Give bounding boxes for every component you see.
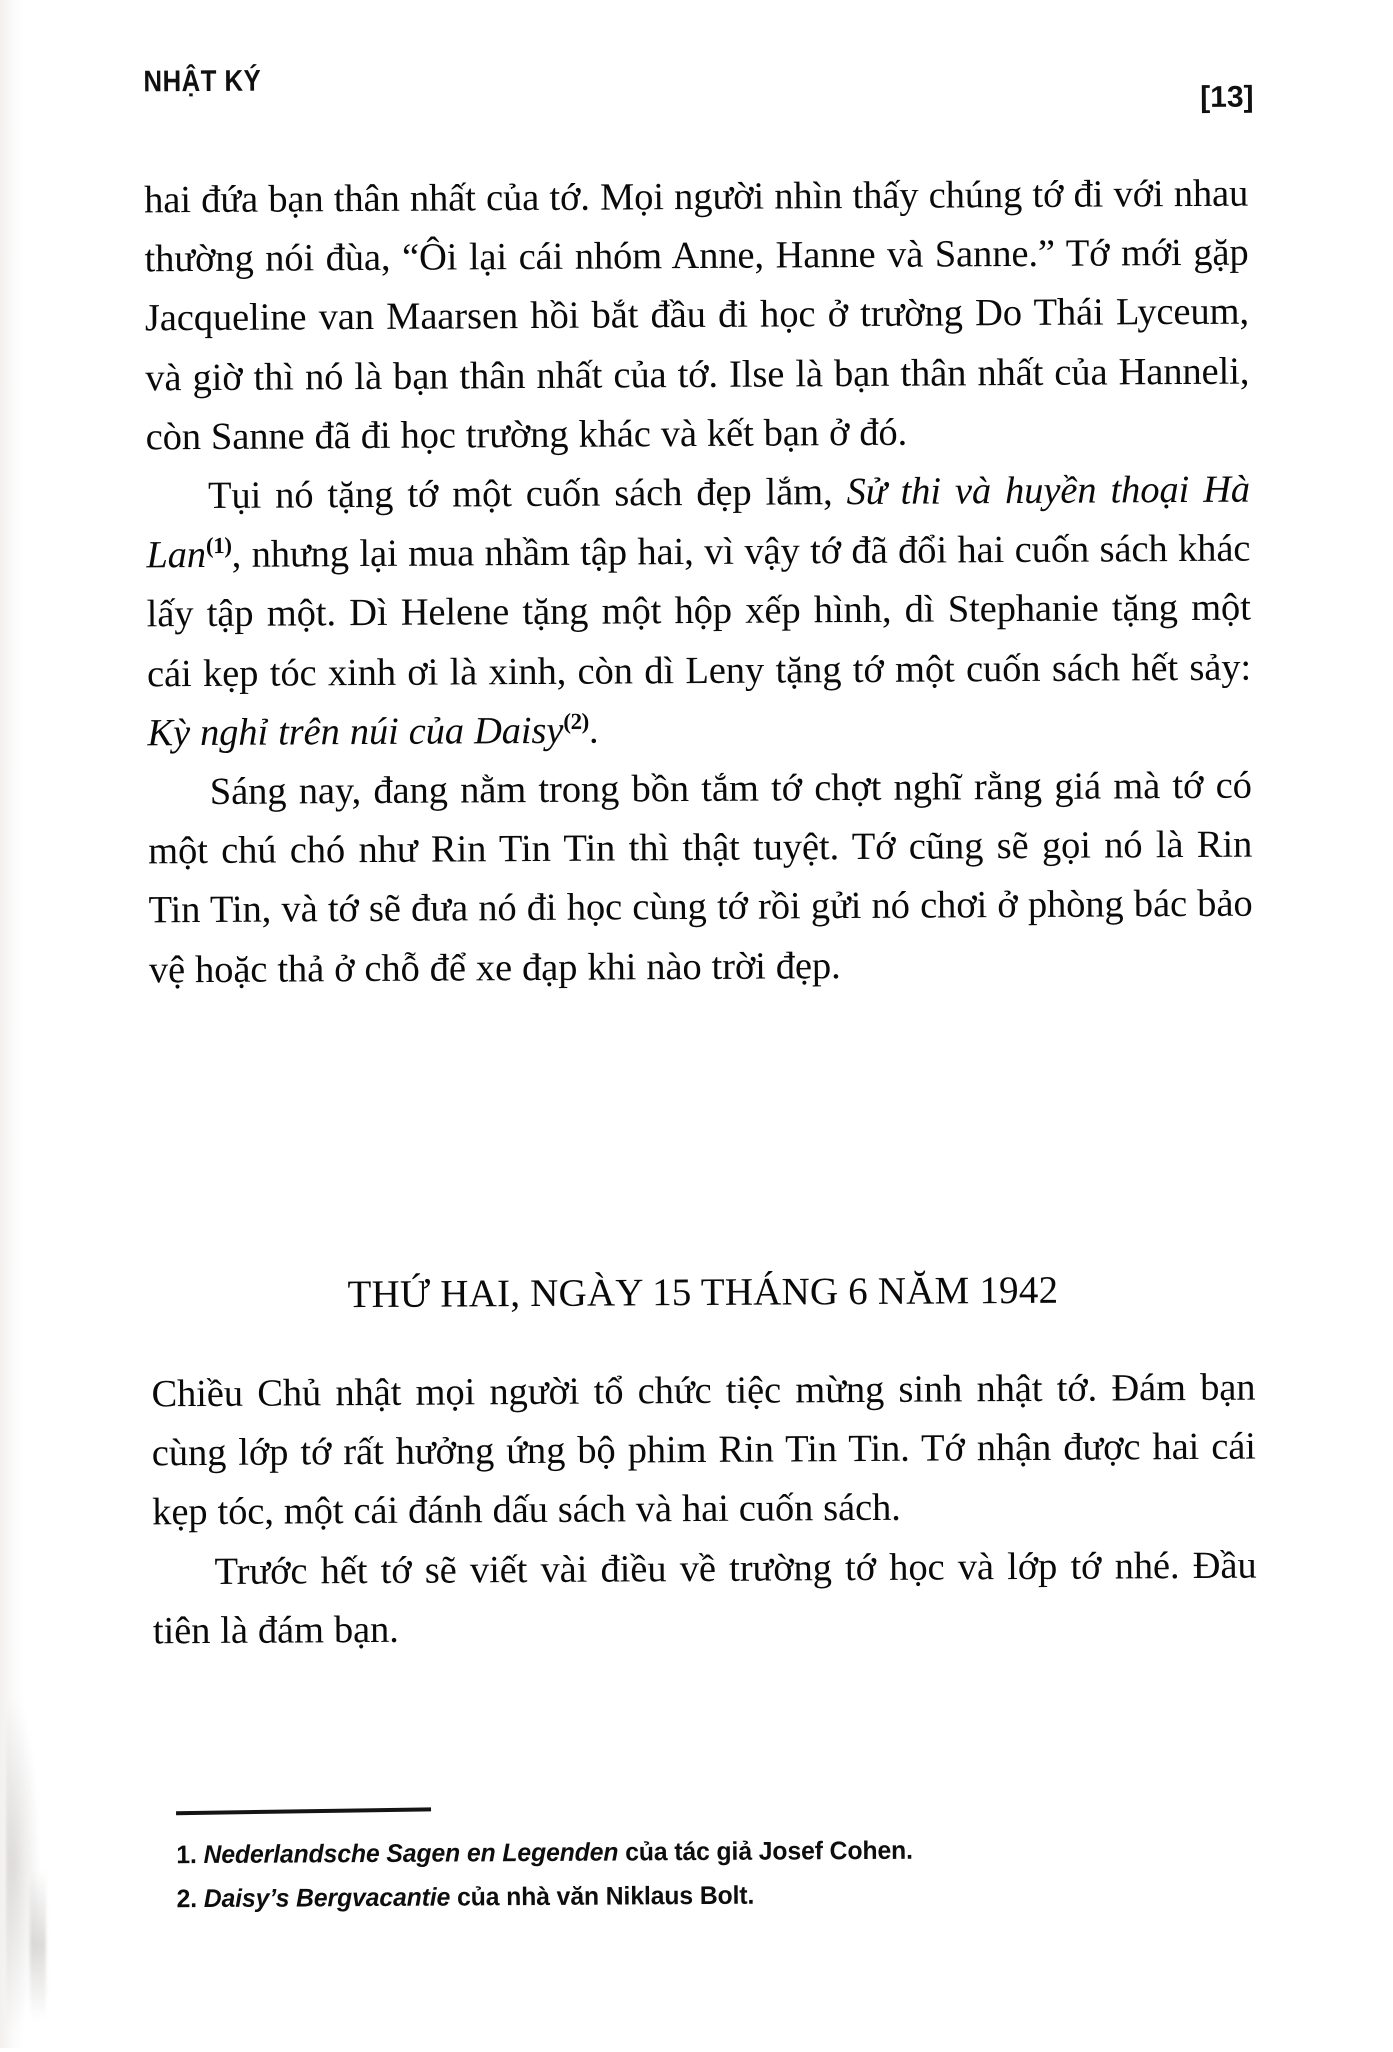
text-run: Tụi nó tặng tớ một cuốn sách đẹp lắm, <box>207 471 847 517</box>
text-run: hai đứa bạn thân nhất của tớ. Mọi người nhìn thấy chúng tớ đi với nhau thường nói đùa, “Ôi lại cái nhóm Anne, Hanne và Sanne.” Tớ mới gặp Jacqueline van Maarsen hồi bắt đầu đi học ở trường Do Thái Lyceum, và giờ thì nó là bạn thân nhất của tớ. Ilse là bạn thân nhất của Hanneli, còn Sanne đã đi học trường khác và kết bạn ở đó. <box>144 172 1250 459</box>
running-head-title: NHẬT KÝ <box>143 64 262 99</box>
footnote-reference: (2) <box>563 708 589 734</box>
footnote-number: 2. <box>176 1885 204 1914</box>
paragraph <box>144 165 1250 468</box>
text-run: Sáng nay, đang nằm trong bồn tắm tớ chợt nghĩ rằng giá mà tớ có một chú chó như Rin Tin Tin thì thật tuyệt. Tớ cũng sẽ gọi nó là Rin Tin Tin, và tớ sẽ đưa nó đi học cùng tớ rồi gửi nó chơi ở phòng bác bảo vệ hoặc thả ở chỗ để xe đạp khi nào trời đẹp. <box>148 764 1253 991</box>
paragraph <box>148 757 1253 1001</box>
entry-text-block <box>151 1359 1257 1662</box>
footnote-section <box>176 1804 1277 1921</box>
footnote-title: Nederlandsche Sagen en Legenden <box>203 1838 619 1870</box>
page-number: [13] <box>1200 80 1254 114</box>
footnote-reference: (1) <box>205 533 232 559</box>
paragraph <box>146 461 1252 764</box>
text-run: , nhưng lại mua nhầm tập hai, vì vậy tớ đã đổi hai cuốn sách khác lấy tập một. Dì Helene tặng một hộp xếp hình, dì Stephanie tặng một cái kẹp tóc xinh ơi là xinh, còn dì Leny tặng tớ một cuốn sách hết sảy: <box>146 527 1252 695</box>
italic-title: Sử thi và huyền thoại Hà Lan <box>146 468 1251 577</box>
footnote-title: Daisy’s Bergvacantie <box>203 1883 451 1914</box>
paragraph <box>151 1359 1256 1543</box>
text-run: Trước hết tớ sẽ viết vài điều về trường tớ học và lớp tớ nhé. Đầu tiên là đám bạn. <box>152 1544 1257 1653</box>
body-text-block <box>144 165 1253 1001</box>
entry-date-heading: THỨ HAI, NGÀY 15 THÁNG 6 NĂM 1942 <box>347 1268 1059 1317</box>
footnote-number: 1. <box>176 1841 204 1870</box>
paragraph <box>152 1536 1257 1661</box>
footnote-separator-rule <box>176 1807 431 1815</box>
footnote-item <box>176 1871 1243 1922</box>
running-head <box>143 59 1253 122</box>
text-run: Chiều Chủ nhật mọi người tổ chức tiệc mừng sinh nhật tớ. Đám bạn cùng lớp tớ rất hưởng ứng bộ phim Rin Tin Tin. Tớ nhận được hai cái kẹp tóc, một cái đánh dấu sách và hai cuốn sách. <box>151 1366 1256 1534</box>
footnote-text: của nhà văn Niklaus Bolt. <box>450 1881 755 1912</box>
footnote-text: của tác giả Josef Cohen. <box>618 1836 913 1867</box>
footnote-item <box>176 1827 1243 1878</box>
text-run: . <box>588 709 599 752</box>
italic-title: Kỳ nghỉ trên núi của Daisy <box>147 709 564 755</box>
